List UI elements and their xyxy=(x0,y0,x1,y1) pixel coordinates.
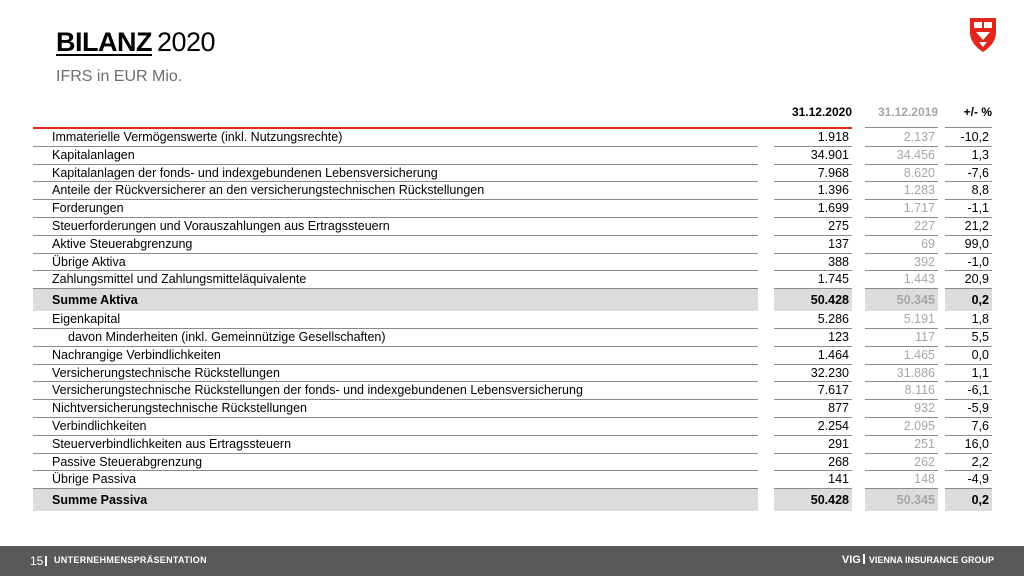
value-change: -1,0 xyxy=(967,254,989,269)
page-title xyxy=(56,26,215,58)
value-2020: 5.286 xyxy=(817,312,849,327)
value-2020: 50.428 xyxy=(810,293,849,308)
column-header-change: +/- % xyxy=(963,105,992,119)
page-number: 15 xyxy=(30,554,51,568)
row-label: Steuerverbindlichkeiten aus Ertragssteuern xyxy=(52,436,292,451)
value-2020: 141 xyxy=(828,472,849,487)
sum-row xyxy=(33,289,992,311)
value-2019: 1.717 xyxy=(903,201,935,216)
table-row xyxy=(33,471,992,489)
table-header xyxy=(33,100,992,126)
row-label: Summe Passiva xyxy=(52,493,148,508)
row-label: Immaterielle Vermögenswerte (inkl. Nutzungsrechte) xyxy=(52,130,343,144)
value-2019: 31.886 xyxy=(896,365,935,380)
table-row xyxy=(33,218,992,236)
value-change: 5,5 xyxy=(971,329,989,344)
value-2020: 123 xyxy=(828,329,849,344)
value-2020: 1.918 xyxy=(817,130,849,144)
table-row xyxy=(33,200,992,218)
value-2019: 148 xyxy=(914,472,935,487)
value-2019: 392 xyxy=(914,254,935,269)
value-change: 99,0 xyxy=(964,236,989,251)
row-label: Versicherungstechnische Rückstellungen der fonds- und indexgebundenen Lebensversicherung xyxy=(52,383,583,398)
value-2019: 1.443 xyxy=(903,272,935,287)
table-row xyxy=(33,365,992,383)
value-change: 0,2 xyxy=(971,493,989,508)
table-row xyxy=(33,271,992,289)
column-header-2019: 31.12.2019 xyxy=(877,105,938,119)
row-label: Kapitalanlagen der fonds- und indexgebundenen Lebensversicherung xyxy=(52,165,438,180)
value-2019: 262 xyxy=(914,454,935,469)
value-2019: 50.345 xyxy=(896,493,935,508)
balance-sheet-table xyxy=(33,100,992,508)
table-row xyxy=(33,147,992,165)
value-2020: 1.396 xyxy=(817,183,849,198)
value-2020: 388 xyxy=(828,254,849,269)
page-title-year: 2020 xyxy=(156,27,216,57)
value-change: -7,6 xyxy=(967,165,989,180)
value-change: 1,8 xyxy=(971,312,989,327)
footer-brand xyxy=(842,554,994,566)
value-2019: 227 xyxy=(914,218,935,233)
brand-long: VIENNA INSURANCE GROUP xyxy=(868,555,994,565)
row-label: Eigenkapital xyxy=(52,312,121,327)
table-row xyxy=(33,400,992,418)
value-change: 0,0 xyxy=(971,347,989,362)
value-change: 8,8 xyxy=(971,183,989,198)
value-2019: 251 xyxy=(914,436,935,451)
row-label: Summe Aktiva xyxy=(52,293,138,308)
value-2019: 932 xyxy=(914,401,935,416)
value-2019: 34.456 xyxy=(896,147,935,162)
row-label: Nichtversicherungstechnische Rückstellungen xyxy=(52,401,307,416)
value-2020: 1.699 xyxy=(817,201,849,216)
page-subtitle: IFRS in EUR Mio. xyxy=(56,68,183,85)
table-body xyxy=(33,129,992,511)
value-2019: 69 xyxy=(921,236,935,251)
value-2020: 34.901 xyxy=(810,147,849,162)
row-label: Anteile der Rückversicherer an den versicherungstechnischen Rückstellungen xyxy=(52,183,485,198)
value-change: 2,2 xyxy=(971,454,989,469)
value-2019: 5.191 xyxy=(903,312,935,327)
value-change: 1,1 xyxy=(971,365,989,380)
row-label: Verbindlichkeiten xyxy=(52,418,147,433)
sum-row xyxy=(33,489,992,511)
table-row xyxy=(33,382,992,400)
table-row xyxy=(33,165,992,183)
row-label: Nachrangige Verbindlichkeiten xyxy=(52,347,221,362)
value-change: 0,2 xyxy=(971,293,989,308)
value-2019: 50.345 xyxy=(896,293,935,308)
value-2020: 50.428 xyxy=(810,493,849,508)
row-label: Passive Steuerabgrenzung xyxy=(52,454,203,469)
row-label: Aktive Steuerabgrenzung xyxy=(52,236,193,251)
value-2020: 1.464 xyxy=(817,347,849,362)
value-change: 7,6 xyxy=(971,418,989,433)
value-change: 16,0 xyxy=(964,436,989,451)
value-change: -6,1 xyxy=(967,383,989,398)
brand-short: VIG xyxy=(841,554,861,566)
value-2020: 268 xyxy=(828,454,849,469)
page-title-bold: BILANZ xyxy=(56,27,152,57)
row-label: Übrige Aktiva xyxy=(52,254,126,269)
row-label: Kapitalanlagen xyxy=(52,147,135,162)
footer-text: UNTERNEHMENSPRÄSENTATION xyxy=(54,555,207,565)
value-2020: 877 xyxy=(828,401,849,416)
value-2020: 7.617 xyxy=(817,383,849,398)
value-2020: 7.968 xyxy=(817,165,849,180)
table-row xyxy=(33,347,992,365)
table-row xyxy=(33,454,992,472)
value-2019: 2.137 xyxy=(903,130,935,144)
value-change: -10,2 xyxy=(960,130,989,144)
value-change: -1,1 xyxy=(967,201,989,216)
column-header-2020: 31.12.2020 xyxy=(791,105,852,119)
table-row xyxy=(33,129,992,147)
header-divider-change xyxy=(945,127,992,128)
footer-bar xyxy=(0,546,1024,576)
vig-shield-icon xyxy=(970,18,996,52)
value-2019: 1.283 xyxy=(903,183,935,198)
table-row xyxy=(33,329,992,347)
value-2019: 2.095 xyxy=(903,418,935,433)
value-change: 1,3 xyxy=(971,147,989,162)
table-row xyxy=(33,436,992,454)
value-2020: 275 xyxy=(828,218,849,233)
value-2020: 291 xyxy=(828,436,849,451)
value-2019: 8.116 xyxy=(904,383,935,398)
value-change: -4,9 xyxy=(967,472,989,487)
row-label: Forderungen xyxy=(52,201,124,216)
header-divider-2019 xyxy=(865,127,938,128)
value-2020: 137 xyxy=(828,236,849,251)
table-row xyxy=(33,182,992,200)
value-2020: 2.254 xyxy=(817,418,849,433)
value-2019: 8.620 xyxy=(903,165,935,180)
row-label: davon Minderheiten (inkl. Gemeinnützige Gesellschaften) xyxy=(68,329,386,344)
row-label: Steuerforderungen und Vorauszahlungen aus Ertragssteuern xyxy=(52,218,390,233)
value-2020: 32.230 xyxy=(810,365,849,380)
row-label: Zahlungsmittel und Zahlungsmitteläquivalente xyxy=(52,272,307,287)
value-2019: 1.465 xyxy=(903,347,935,362)
value-2020: 1.745 xyxy=(817,272,849,287)
table-row xyxy=(33,236,992,254)
value-2019: 117 xyxy=(915,329,935,344)
row-label: Versicherungstechnische Rückstellungen xyxy=(52,365,280,380)
table-row xyxy=(33,254,992,272)
table-row xyxy=(33,418,992,436)
value-change: -5,9 xyxy=(967,401,989,416)
value-change: 20,9 xyxy=(964,272,989,287)
row-label: Übrige Passiva xyxy=(52,472,137,487)
table-row xyxy=(33,311,992,329)
value-change: 21,2 xyxy=(964,218,989,233)
